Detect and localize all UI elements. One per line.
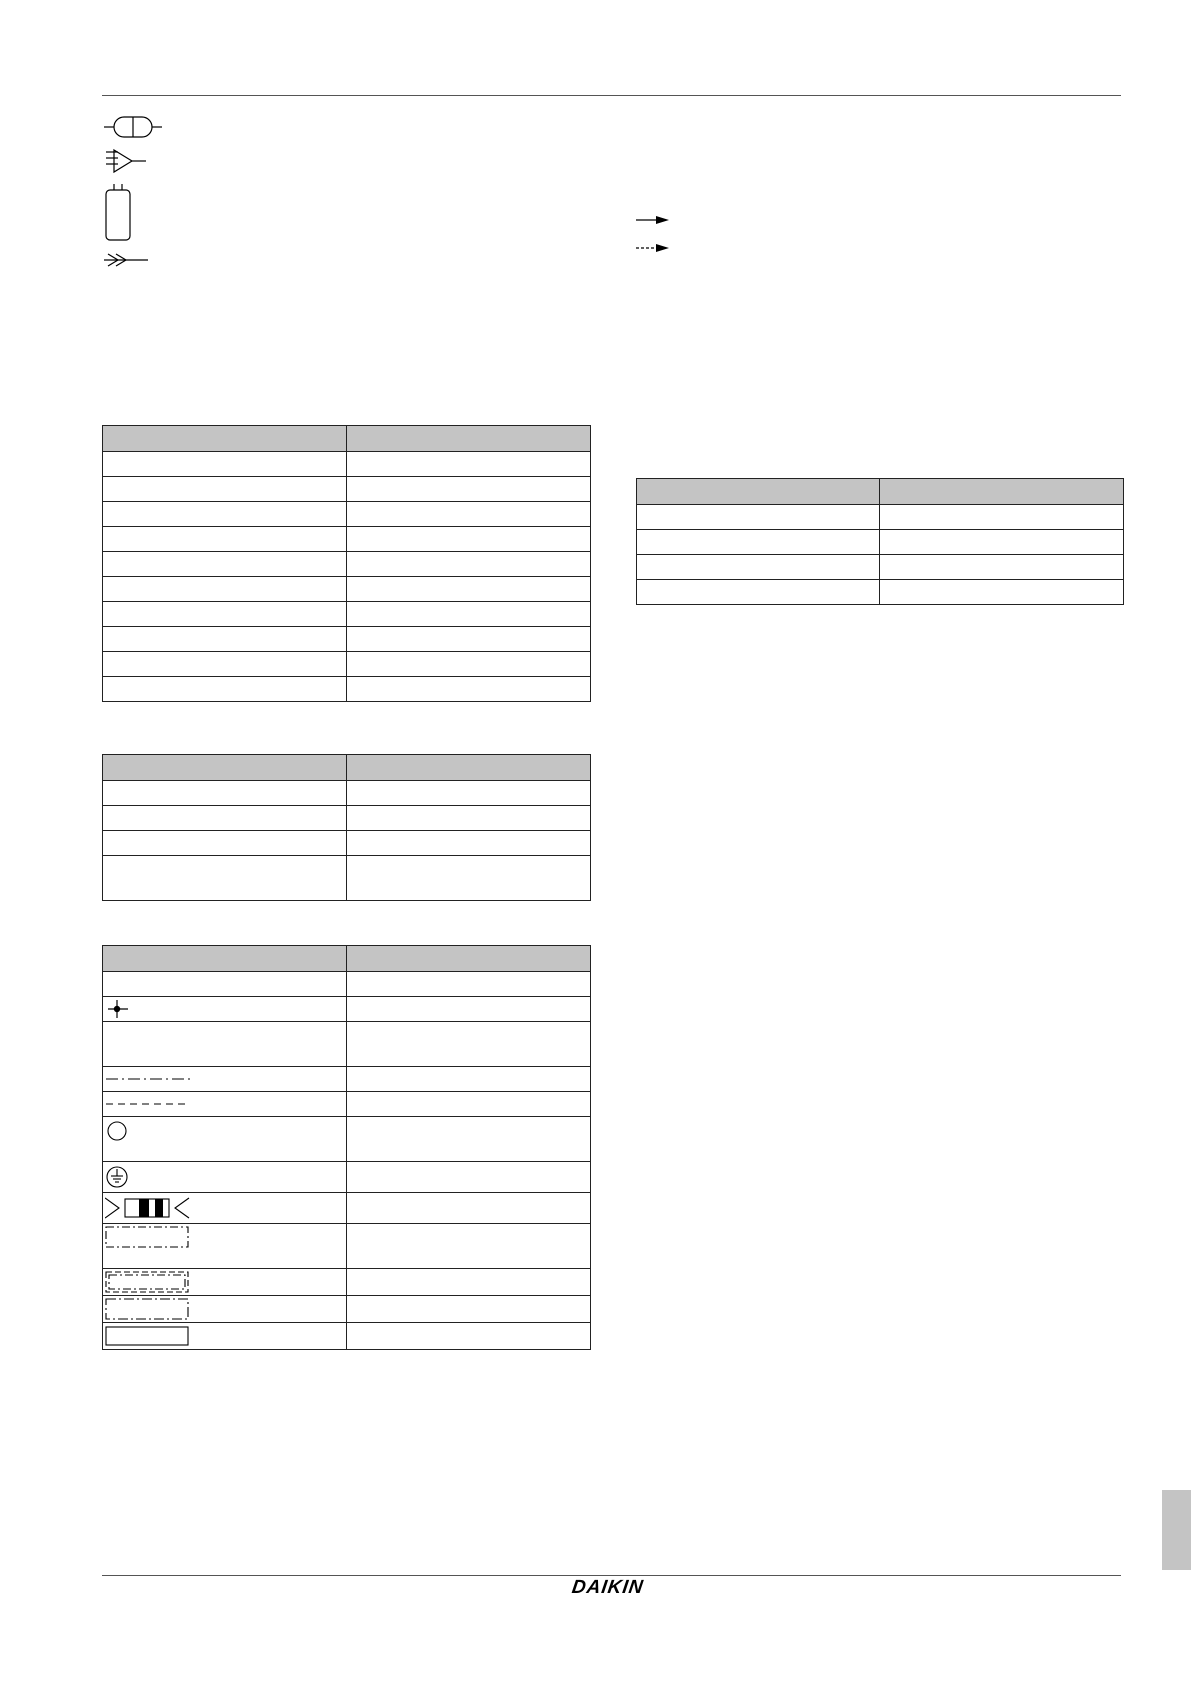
side-tab bbox=[1162, 1490, 1191, 1570]
table-row bbox=[103, 527, 591, 552]
table-row bbox=[103, 972, 591, 997]
table-row bbox=[103, 781, 591, 806]
flow-arrow-solid-icon bbox=[636, 215, 670, 225]
table-row bbox=[103, 831, 591, 856]
dash-dot-box-icon bbox=[105, 1226, 191, 1250]
table-row bbox=[103, 1224, 591, 1269]
dash-box-icon bbox=[105, 1298, 191, 1320]
table-header bbox=[637, 479, 1124, 505]
table-row bbox=[103, 1162, 591, 1193]
table-row bbox=[637, 555, 1124, 580]
dash-dot-line-icon bbox=[106, 1074, 192, 1084]
table-row bbox=[103, 1296, 591, 1323]
table-header bbox=[103, 426, 591, 452]
earth-ground-icon bbox=[105, 1164, 131, 1190]
header-rule bbox=[102, 95, 1121, 96]
table-row bbox=[103, 1022, 591, 1067]
table-row bbox=[103, 1117, 591, 1162]
table-row bbox=[103, 652, 591, 677]
table-row bbox=[103, 997, 591, 1022]
circle-icon bbox=[105, 1119, 129, 1143]
table-row bbox=[637, 580, 1124, 605]
table-row bbox=[103, 806, 591, 831]
table-row bbox=[103, 1323, 591, 1350]
table-row bbox=[103, 552, 591, 577]
table-row bbox=[103, 856, 591, 901]
table-row bbox=[103, 602, 591, 627]
table-row bbox=[103, 577, 591, 602]
pipe-connector-icon bbox=[104, 252, 150, 268]
table-header bbox=[103, 755, 591, 781]
table-c bbox=[636, 478, 1124, 605]
table-row bbox=[103, 1067, 591, 1092]
table-b bbox=[102, 754, 591, 901]
resistor-icon bbox=[105, 1196, 191, 1220]
table-row bbox=[637, 505, 1124, 530]
dashed-line-icon bbox=[106, 1099, 192, 1109]
solid-box-icon bbox=[105, 1325, 191, 1347]
table-row bbox=[103, 502, 591, 527]
table-row bbox=[103, 1092, 591, 1117]
table-row bbox=[103, 1193, 591, 1224]
receiver-icon bbox=[104, 184, 134, 242]
table-a bbox=[102, 425, 591, 702]
table-row bbox=[103, 1269, 591, 1296]
double-dash-box-icon bbox=[105, 1271, 191, 1293]
junction-dot-icon bbox=[106, 999, 136, 1019]
flow-arrow-dashed-icon bbox=[636, 243, 670, 253]
table-row bbox=[103, 627, 591, 652]
table-row bbox=[103, 677, 591, 702]
accumulator-icon bbox=[104, 112, 164, 142]
legend-table bbox=[102, 945, 591, 1350]
table-row bbox=[103, 452, 591, 477]
footer-rule bbox=[102, 1575, 1121, 1576]
daikin-logo: DAIKIN bbox=[570, 1577, 645, 1598]
table-row bbox=[103, 477, 591, 502]
expansion-device-icon bbox=[104, 148, 148, 174]
table-row bbox=[637, 530, 1124, 555]
table-header bbox=[103, 946, 591, 972]
